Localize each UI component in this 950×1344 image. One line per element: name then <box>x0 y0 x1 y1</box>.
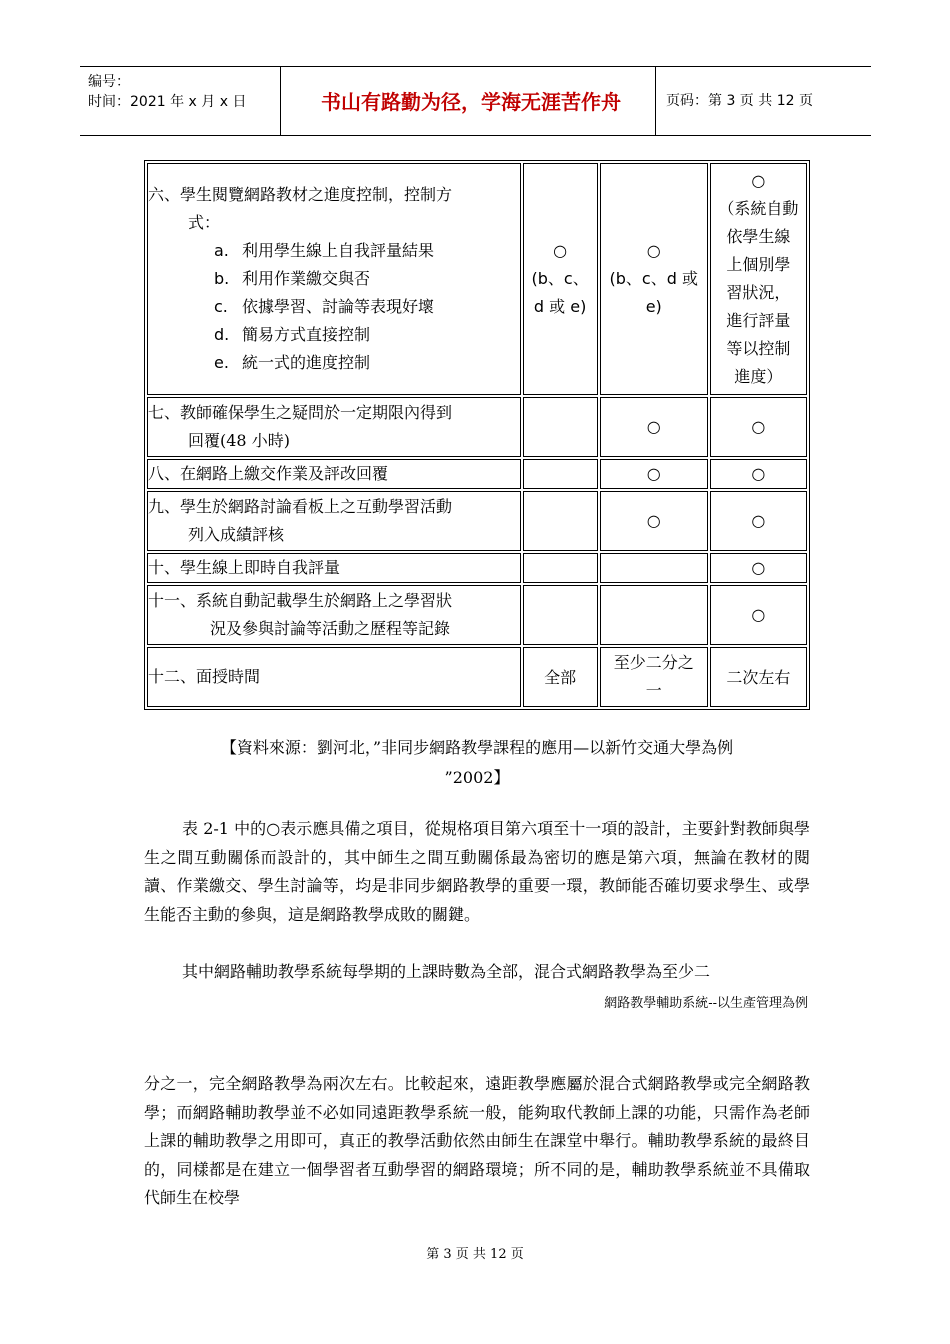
row12-line1: 十二、面授時間 <box>148 667 261 686</box>
row8-col1-cell <box>523 459 598 489</box>
circle-mark: ○ <box>553 241 568 260</box>
row6-col3-note: 進行評量 <box>726 311 791 330</box>
option-key: a. <box>214 241 229 260</box>
time-label: 时间：2021 年 x 月 x 日 <box>88 94 247 110</box>
row7-col1-cell <box>523 397 598 457</box>
row9-col3-cell: ○ <box>710 491 807 551</box>
row6-col3-note: 依學生線 <box>726 227 791 246</box>
row6-col2-note: (b、c、d 或 <box>609 269 698 288</box>
row7-line2: 回覆(48 小時) <box>188 431 290 450</box>
row11-col2-cell <box>600 585 708 645</box>
option-key: d. <box>214 325 230 344</box>
option-text: 依據學習、討論等表現好壞 <box>242 297 435 316</box>
row7-item-cell <box>147 397 521 457</box>
row8-col3-cell: ○ <box>710 459 807 489</box>
row10-col2-cell <box>600 553 708 583</box>
row9-line1: 九、學生於網路討論看板上之互動學習活動 <box>148 497 453 516</box>
table-row <box>147 163 807 395</box>
running-caption: 網路教學輔助系統--以生產管理為例 <box>604 996 808 1011</box>
row11-col1-cell <box>523 585 598 645</box>
header-motto: 书山有路勤为径，学海无涯苦作舟 <box>321 90 621 114</box>
row6-title-line2: 式： <box>188 213 221 232</box>
row12-col3-cell <box>710 647 807 707</box>
row6-col1-cell <box>523 163 598 395</box>
table-row <box>147 553 807 583</box>
row12-col2-line2: 一 <box>645 681 662 700</box>
table-row <box>147 459 807 489</box>
list-item <box>148 293 520 321</box>
row6-col2-note: e) <box>645 297 662 316</box>
table-row <box>147 397 807 457</box>
header-divider-left <box>280 66 281 136</box>
option-text: 統一式的進度控制 <box>242 353 371 372</box>
row12-item-cell <box>147 647 521 707</box>
option-text: 利用作業繳交與否 <box>242 269 371 288</box>
row9-line2: 列入成績評核 <box>188 525 285 544</box>
paragraph-3: 分之一，完全網路教學為兩次左右。比較起來，遠距教學應屬於混合式網路教學或完全網路教學；而網路輔助教學並不必如同遠距教學系統一般，能夠取代教師上課的功能，只需作為老師上課的輔助教學之用即可，真正的教學活動依然由師生在課堂中舉行。輔助教學系統的最終目的，同樣都是在建立一個學習者互動學習的網路環境；所不同的是，輔助教學系統並不具備取代師生在校學 <box>144 1074 810 1207</box>
row12-col3-text: 二次左右 <box>726 668 791 687</box>
row6-col3-note: （系統自動 <box>718 199 799 218</box>
list-item <box>148 349 520 377</box>
paragraph-1: 表 2-1 中的○表示應具備之項目，從規格項目第六項至十一項的設計，主要針對教師與學生之間互動關係而設計的，其中師生之間互動關係最為密切的應是第六項，無論在教材的閱讀、作業繳交、學生討論等，均是非同步網路教學的重要一環，教師能否確切要求學生、或學生能否主動的參與，這是網路教學成敗的關鍵。 <box>144 819 810 924</box>
option-text: 簡易方式直接控制 <box>242 325 371 344</box>
row9-col2-cell: ○ <box>600 491 708 551</box>
row9-col1-cell <box>523 491 598 551</box>
option-key: c. <box>214 297 228 316</box>
row6-col2-cell <box>600 163 708 395</box>
row11-col3-cell: ○ <box>710 585 807 645</box>
row11-line1: 十一、系統自動記載學生於網路上之學習狀 <box>148 591 453 610</box>
source-line1: 【資料來源：劉河北，”非同步網路教學課程的應用—以新竹交通大學為例 <box>220 738 734 757</box>
row10-col3-cell: ○ <box>710 553 807 583</box>
paragraph-2: 其中網路輔助教學系統每學期的上課時數為全部，混合式網路教學為至少二 <box>182 962 711 981</box>
row7-col3-cell: ○ <box>710 397 807 457</box>
row12-col1-text: 全部 <box>544 668 577 687</box>
table-row <box>147 491 807 551</box>
list-item <box>148 321 520 349</box>
row6-col3-note: 上個別學 <box>726 255 791 274</box>
row9-item-cell <box>147 491 521 551</box>
table-source-note <box>144 733 810 793</box>
row6-col3-note: 等以控制 <box>726 339 791 358</box>
row6-col3-note: 進度） <box>734 367 783 386</box>
option-key: b. <box>214 269 230 288</box>
header-page-label: 页码：第 3 页 共 12 页 <box>666 93 813 109</box>
row7-col2-cell: ○ <box>600 397 708 457</box>
row8-item-cell <box>147 459 521 489</box>
row7-line1: 七、教師確保學生之疑問於一定期限內得到 <box>148 403 453 422</box>
page-footer: 第 3 页 共 12 页 <box>426 1247 524 1262</box>
row10-line1: 十、學生線上即時自我評量 <box>148 558 341 577</box>
row10-col1-cell <box>523 553 598 583</box>
page-header <box>80 66 871 136</box>
list-item <box>148 265 520 293</box>
row8-col2-cell: ○ <box>600 459 708 489</box>
row12-col2-line1: 至少二分之 <box>613 653 694 672</box>
row12-col1-cell <box>523 647 598 707</box>
row6-title-line1: 六、學生閱覽網路教材之進度控制，控制方 <box>148 185 453 204</box>
row6-col3-cell <box>710 163 807 395</box>
table-row <box>147 585 807 645</box>
source-line2: ”2002】 <box>444 768 510 787</box>
row6-col1-note: (b、c、 <box>531 269 589 288</box>
row10-item-cell <box>147 553 521 583</box>
row11-line2: 況及參與討論等活動之歷程等記錄 <box>210 619 451 638</box>
row6-col1-note: d 或 e) <box>533 297 587 316</box>
list-item <box>148 237 520 265</box>
row6-item-cell <box>147 163 521 395</box>
spec-table <box>144 160 810 710</box>
row11-item-cell <box>147 585 521 645</box>
option-key: e. <box>214 353 229 372</box>
row12-col2-cell <box>600 647 708 707</box>
option-text: 利用學生線上自我評量結果 <box>242 241 435 260</box>
header-top-rule <box>80 66 871 67</box>
serial-label: 编号： <box>88 74 130 90</box>
header-meta <box>88 72 246 112</box>
circle-mark: ○ <box>751 171 766 190</box>
header-bottom-rule <box>80 135 871 136</box>
row8-line1: 八、在網路上繳交作業及評改回覆 <box>148 464 389 483</box>
circle-mark: ○ <box>646 241 661 260</box>
table-row <box>147 647 807 707</box>
row6-col3-note: 習狀況， <box>726 283 791 302</box>
